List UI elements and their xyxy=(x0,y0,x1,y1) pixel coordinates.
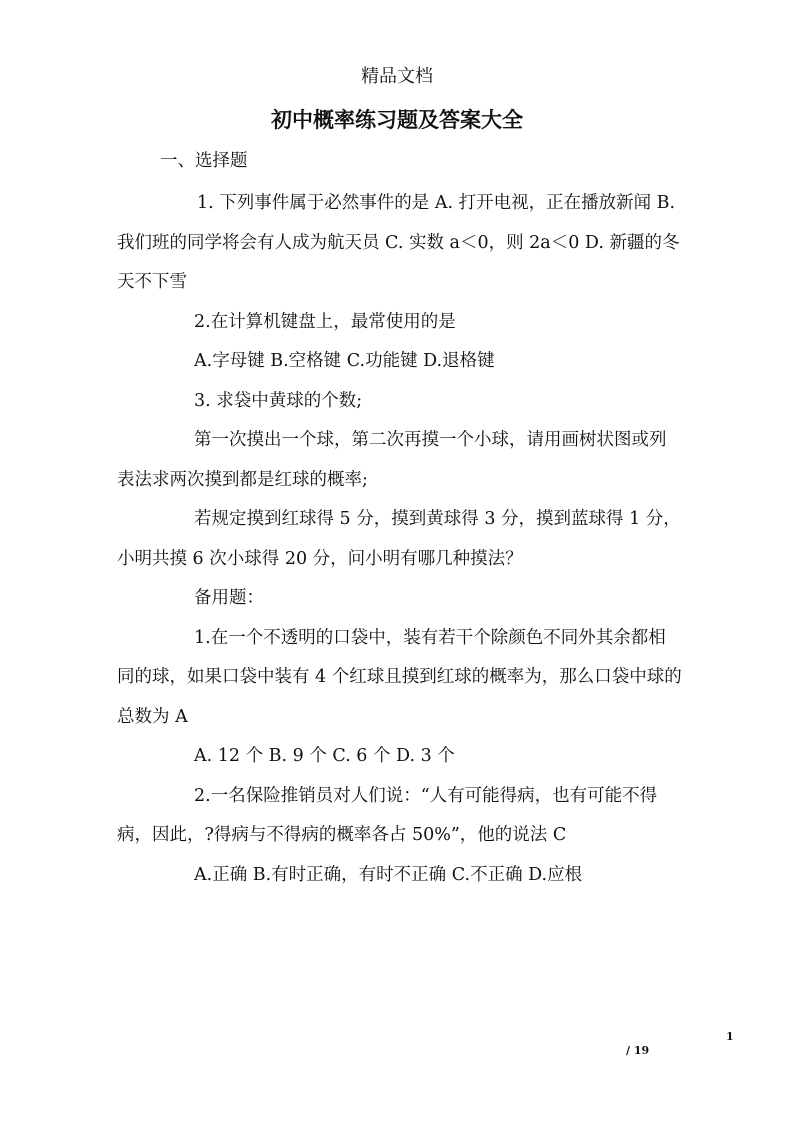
paragraph-q3-part2: 若规定摸到红球得 5 分，摸到黄球得 3 分，摸到蓝球得 1 分，小明共摸 6 次小球得 20 分，问小明有哪几种摸法？ xyxy=(117,509,681,569)
page-header: 精品文档 xyxy=(361,66,433,87)
section-heading: 一、选择题 xyxy=(160,151,248,171)
paragraph-backup-q2-options: A.正确 B.有时正确，有时不正确 C.不正确 D.应根 xyxy=(194,864,583,885)
document-title: 初中概率练习题及答案大全 xyxy=(271,107,523,132)
paragraph-backup-q1-options: A. 12 个 B. 9 个 C. 6 个 D. 3 个 xyxy=(194,746,455,766)
document-body xyxy=(117,184,682,895)
paragraph-q1: 1. 下列事件属于必然事件的是 A. 打开电视，正在播放新闻 B. 我们班的同学将会有人成为航天员 C. 实数 a＜0，则 2a＜0 D. 新疆的冬天不下雪 xyxy=(117,193,680,292)
paragraph-q2: 2.在计算机键盘上，最常使用的是 xyxy=(194,311,456,332)
page-total: / 19 xyxy=(626,1044,650,1057)
page-number: 1 xyxy=(726,1030,734,1043)
paragraph-backup-heading: 备用题： xyxy=(194,588,264,608)
paragraph-q3: 3. 求袋中黄球的个数; xyxy=(194,390,363,411)
paragraph-backup-q1: 1.在一个不透明的口袋中，装有若干个除颜色不同外其余都相同的球，如果口袋中装有 4 个红球且摸到红球的概率为，那么口袋中球的总数为 A xyxy=(117,627,682,727)
paragraph-q2-options: A.字母键 B.空格键 C.功能键 D.退格键 xyxy=(194,351,495,371)
paragraph-q3-part1: 第一次摸出一个球，第二次再摸一个小球，请用画树状图或列表法求两次摸到都是红球的概率; xyxy=(117,430,667,490)
paragraph-backup-q2: 2.一名保险推销员对人们说：“人有可能得病，也有可能不得病，因此，?得病与不得病的概率各占 50%”，他的说法 C xyxy=(117,785,658,845)
